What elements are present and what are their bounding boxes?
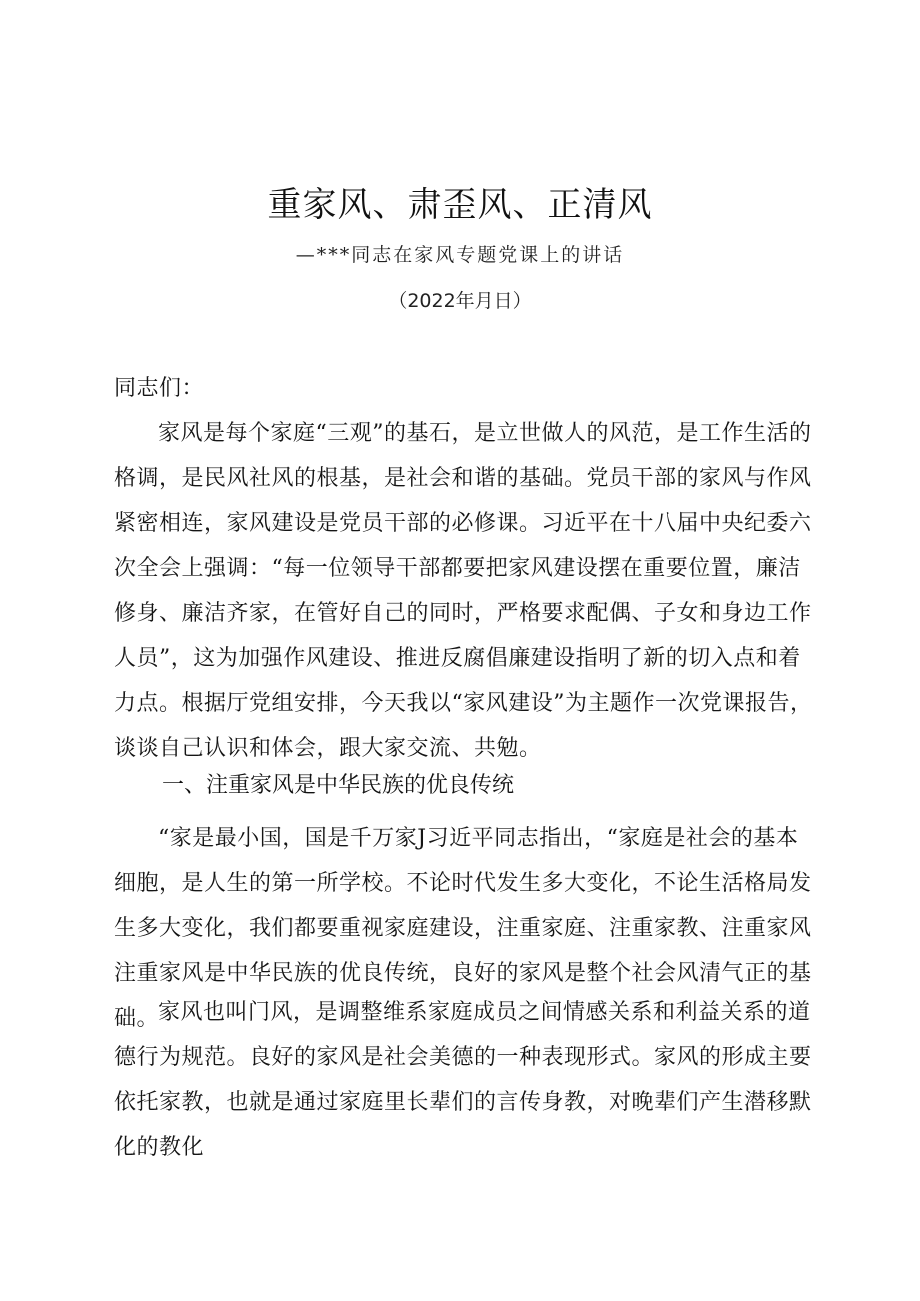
document-subtitle: —***同志在家风专题党课上的讲话	[295, 244, 625, 266]
section-heading-1: 一、注重家风是中华民族的优良传统	[162, 773, 515, 798]
paragraph-family-style-definition: 家风也叫门风，是调整维系家庭成员之间情感关系和利益关系的道德行为规范。良好的家风是社会美德的一种表现形式。家风的形成主要依托家教，也就是通过家庭里长辈们的言传身教，对晚辈们产生潜移默化的教化	[114, 1000, 812, 1160]
paragraph-intro: 家风是每个家庭“三观”的基石，是立世做人的风范，是工作生活的格调，是民风社风的根基，是社会和谐的基础。党员干部的家风与作风紧密相连，家风建设是党员干部的必修课。习近平在十八届中央纪委六次全会上强调：“每一位领导干部都要把家风建设摆在重要位置，廉洁修身、廉洁齐家，在管好自己的同时，严格要求配偶、子女和身边工作人员”，这为加强作风建设、推进反腐倡廉建设指明了新的切入点和着力点。根据厅党组安排，今天我以“家风建设”为主题作一次党课报告，谈谈自己认识和体会，跟大家交流、共勉。	[114, 421, 813, 761]
document-title: 重家风、肃歪风、正清风	[267, 185, 653, 225]
paragraph-family-nation: “家是最小国，国是千万家J习近平同志指出，“家庭是社会的基本细胞，是人生的第一所学校。不论时代发生多大变化，不论生活格局发生多大变化，我们都要重视家庭建设，注重家庭、注重家教、注重家风注重家风是中华民族的优良传统，良好的家风是整个社会风清气正的基础。	[114, 826, 812, 1031]
document-date: （2022年月日）	[388, 290, 532, 312]
salutation: 同志们：	[114, 376, 205, 401]
